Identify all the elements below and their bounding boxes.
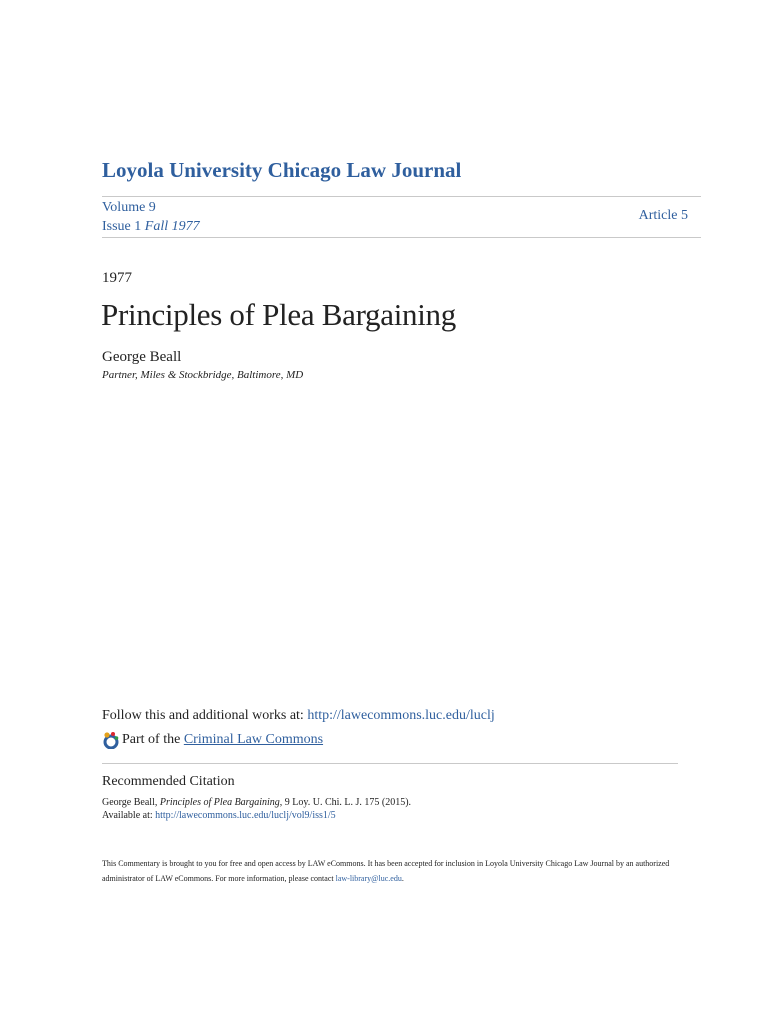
part-of-line (102, 731, 323, 749)
article-number-link[interactable]: Article 5 (638, 208, 688, 223)
issue-link[interactable] (102, 217, 200, 236)
header-divider (102, 237, 701, 238)
access-disclaimer (102, 856, 672, 886)
issue-season: Fall 1977 (144, 219, 200, 234)
volume-issue-block (102, 198, 200, 236)
follow-link[interactable]: http://lawecommons.luc.edu/luclj (307, 708, 495, 723)
journal-title[interactable]: Loyola University Chicago Law Journal (102, 158, 462, 182)
volume-link[interactable]: Volume 9 (102, 200, 156, 215)
citation-author: George Beall, (102, 797, 160, 808)
disclaimer-text: This Commentary is brought to you for free and open access by LAW eCommons. It has been accepted for inclusion in Loyola University Chicago Law Journal by an authorized administrator of LAW eCommons. For more information, please contact (102, 859, 670, 883)
available-label: Available at: (102, 810, 156, 821)
publication-year: 1977 (102, 270, 132, 286)
citation-line (102, 796, 411, 809)
criminal-law-commons-link[interactable]: Criminal Law Commons (183, 732, 324, 747)
available-link[interactable]: http://lawecommons.luc.edu/luclj/vol9/iss1/5 (155, 810, 336, 821)
available-line (102, 809, 411, 822)
citation-block (102, 796, 411, 822)
follow-label: Follow this and additional works at: (102, 708, 308, 723)
disclaimer-end: . (401, 874, 404, 883)
citation-heading: Recommended Citation (102, 774, 235, 789)
part-label: Part of the (122, 732, 181, 747)
follow-line (102, 708, 495, 724)
network-icon (102, 731, 120, 749)
author-affiliation: Partner, Miles & Stockbridge, Baltimore, MD (102, 369, 304, 381)
citation-title: Principles of Plea Bargaining (159, 797, 280, 808)
top-divider (102, 196, 701, 197)
issue-number: Issue 1 (102, 219, 145, 234)
article-title: Principles of Plea Bargaining (101, 297, 456, 332)
author-name[interactable]: George Beall (102, 349, 182, 365)
contact-email-link[interactable]: law-library@luc.edu (335, 874, 402, 883)
citation-source: , 9 Loy. U. Chi. L. J. 175 (2015). (279, 797, 412, 808)
citation-divider (102, 763, 678, 764)
